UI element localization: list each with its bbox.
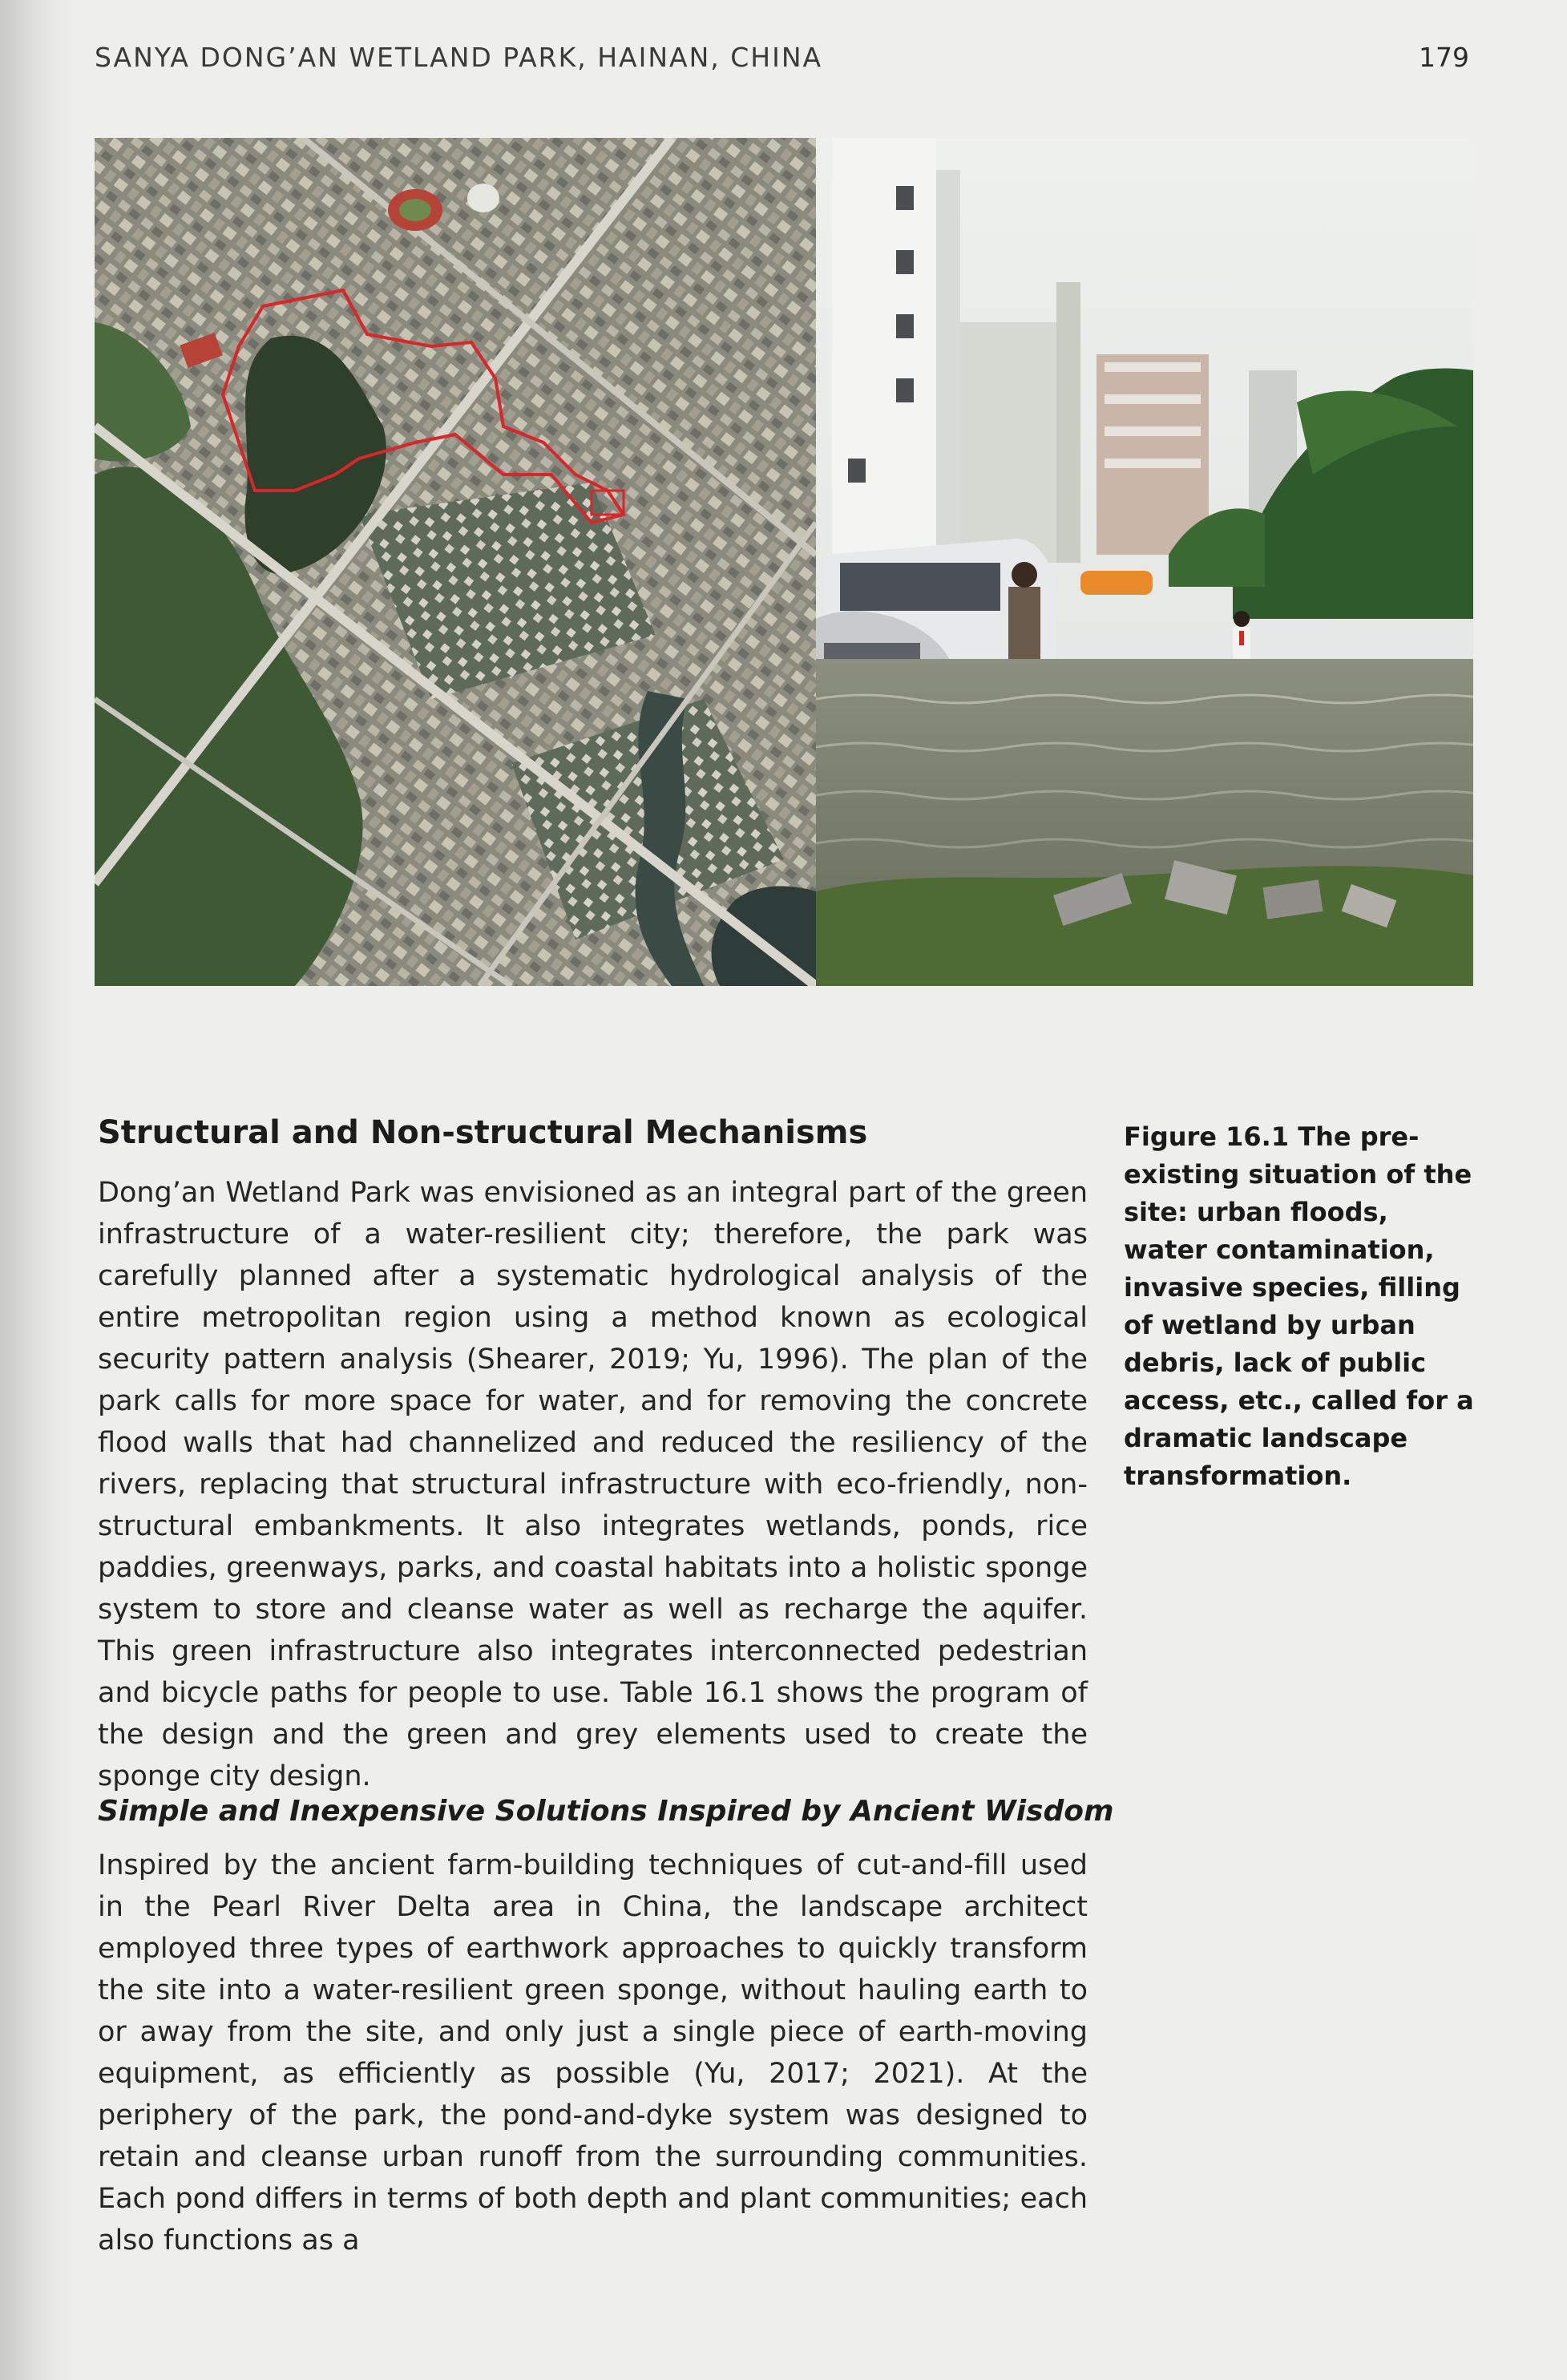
figure-caption-text: The pre-existing situation of the site: urban floods, water contamination, invasive species, filling of wetland by urban debris, lack of public access, etc., called for a dramatic landscape transformation. (1124, 1121, 1474, 1491)
subsection-heading: Simple and Inexpensive Solutions Inspired by Ancient Wisdom (98, 1795, 1114, 1828)
flooded-street-photo (816, 138, 1473, 986)
section-heading: Structural and Non-structural Mechanisms (98, 1114, 868, 1151)
body-paragraph-2: Inspired by the ancient farm-building techniques of cut-and-fill used in the Pearl River Delta area in China, the landscape architect employed three types of earthwork approaches to quickly transform the site into a water-resilient green sponge, without hauling earth to or away from the site, and only just a single piece of earth-moving equipment, as efficiently as possible (Yu, 2017; 2021). At the periphery of the park, the pond-and-dyke system was designed to retain and cleanse urban runoff from the surrounding communities. Each pond differs in terms of both depth and plant communities; each also functions as a (98, 1849, 1088, 2257)
figure-caption (1124, 1118, 1476, 1495)
running-head: SANYA DONG’AN WETLAND PARK, HAINAN, CHINA (95, 42, 823, 73)
aerial-site-photo (95, 138, 816, 986)
page-number: 179 (1419, 42, 1469, 73)
page-gutter-shadow (0, 0, 72, 2380)
figure-label: Figure 16.1 (1124, 1121, 1290, 1152)
body-paragraph-1: Dong’an Wetland Park was envisioned as an integral part of the green infrastructure of a water-resilient city; therefore, the park was carefully planned after a systematic hydrological analysis of the entire metropolitan region using a method known as ecological security pattern analysis (Shearer, 2019; Yu, 1996). The plan of the park calls for more space for water, and for removing the concrete flood walls that had channelized and reduced the resiliency of the rivers, replacing that structural infrastructure with eco-friendly, non-structural embankments. It also integrates wetlands, ponds, rice paddies, greenways, parks, and coastal habitats into a holistic sponge system to store and cleanse water as well as recharge the aquifer. This green infrastructure also integrates interconnected pedestrian and bicycle paths for people to use. Table 16.1 shows the program of the design and the green and grey elements used to create the sponge city design. (98, 1177, 1088, 1792)
